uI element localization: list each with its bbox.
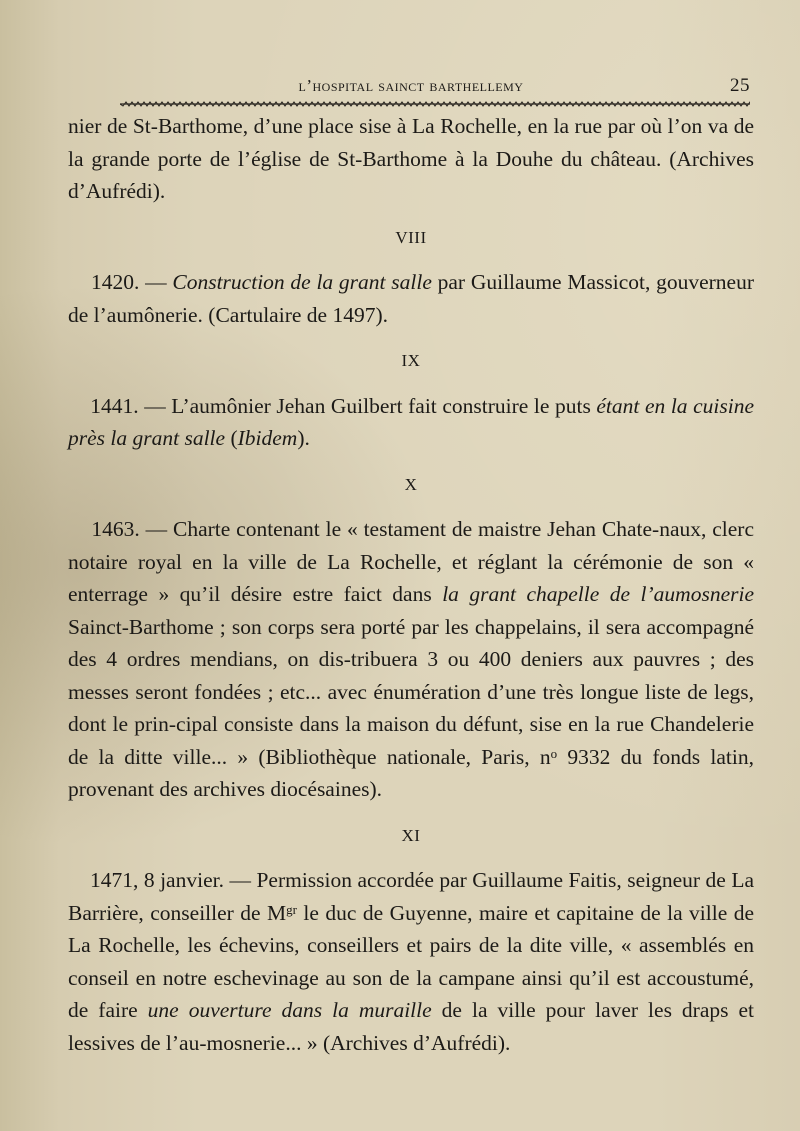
body-text xyxy=(68,110,754,1059)
page-number: 25 xyxy=(730,75,750,96)
section-numeral-x: X xyxy=(404,474,418,494)
section-numeral-ix: IX xyxy=(401,351,421,370)
italic-phrase: une ouverture dans la muraille xyxy=(147,998,432,1022)
paragraph-continuation: nier de St-Barthome, d’une place sise à La Rochelle, en la rue par où l’on va de la grande porte de l’église de St-Barthome à la Douhe du château. (Archives d’Aufrédi). xyxy=(68,114,754,203)
superscript: o xyxy=(550,745,558,761)
paragraph-xi: 1471, 8 janvier. — Permission accordée par Guillaume Faitis, seigneur de La Barrière, conseiller de $M^{gr}$ le duc de Guyenne, maire et capitaine de la ville de La Rochelle, les échevins, conseillers et pairs de la dite ville, « assemblés en conseil en notre eschevinage au son de la campane ainsi qu’il est accoustumé, de faire une ouverture dans la muraille de la ville pour laver les draps et lessives de l’au-mosnerie... » (Archives d’Aufrédi). xyxy=(68,868,755,1055)
section-numeral-xi: XI xyxy=(401,825,421,845)
running-header xyxy=(72,76,750,100)
section-numeral-viii: VIII xyxy=(395,227,427,247)
decorative-rule xyxy=(120,101,750,107)
paragraph-viii: 1420. — Construction de la grant salle par Guillaume Massicot, gouverneur de l’aumônerie. (Cartulaire de 1497). xyxy=(68,270,754,327)
italic-phrase: Ibidem xyxy=(237,426,298,450)
italic-phrase: la grant chapelle de l’aumosnerie xyxy=(442,582,755,606)
paragraph-x: 1463. — Charte contenant le « testament de maistre Jehan Chate-naux, clerc notaire royal en la ville de La Rochelle, et réglant la cérémonie de son « enterrage » qu’il désire estre faict dans la grant chapelle de l’aumosnerie Sainct-Barthome ; son corps sera porté par les chappelains, il sera accompagné des 4 ordres mendians, on dis-tribuera 3 ou 400 deniers aux pauvres ; des messes seront fondées ; etc... avec énumération d’une très longue liste de legs, dont le prin-cipal consiste dans la maison du défunt, sise en la rue Chandelerie de la ditte ville... » (Bibliothèque nationale, Paris, $n^o$ 9332 du fonds latin, provenant des archives diocésaines). xyxy=(68,517,755,801)
paragraph-ix: 1441. — L’aumônier Jehan Guilbert fait construire le puts étant en la cuisine près la grant salle (Ibidem). xyxy=(68,393,755,450)
italic-phrase: étant en la cuisine près la grant salle xyxy=(68,393,755,450)
running-title: l’hospital sainct barthellemy xyxy=(298,76,524,95)
italic-phrase: Construction de la grant salle xyxy=(172,270,432,294)
superscript: gr xyxy=(286,901,297,917)
